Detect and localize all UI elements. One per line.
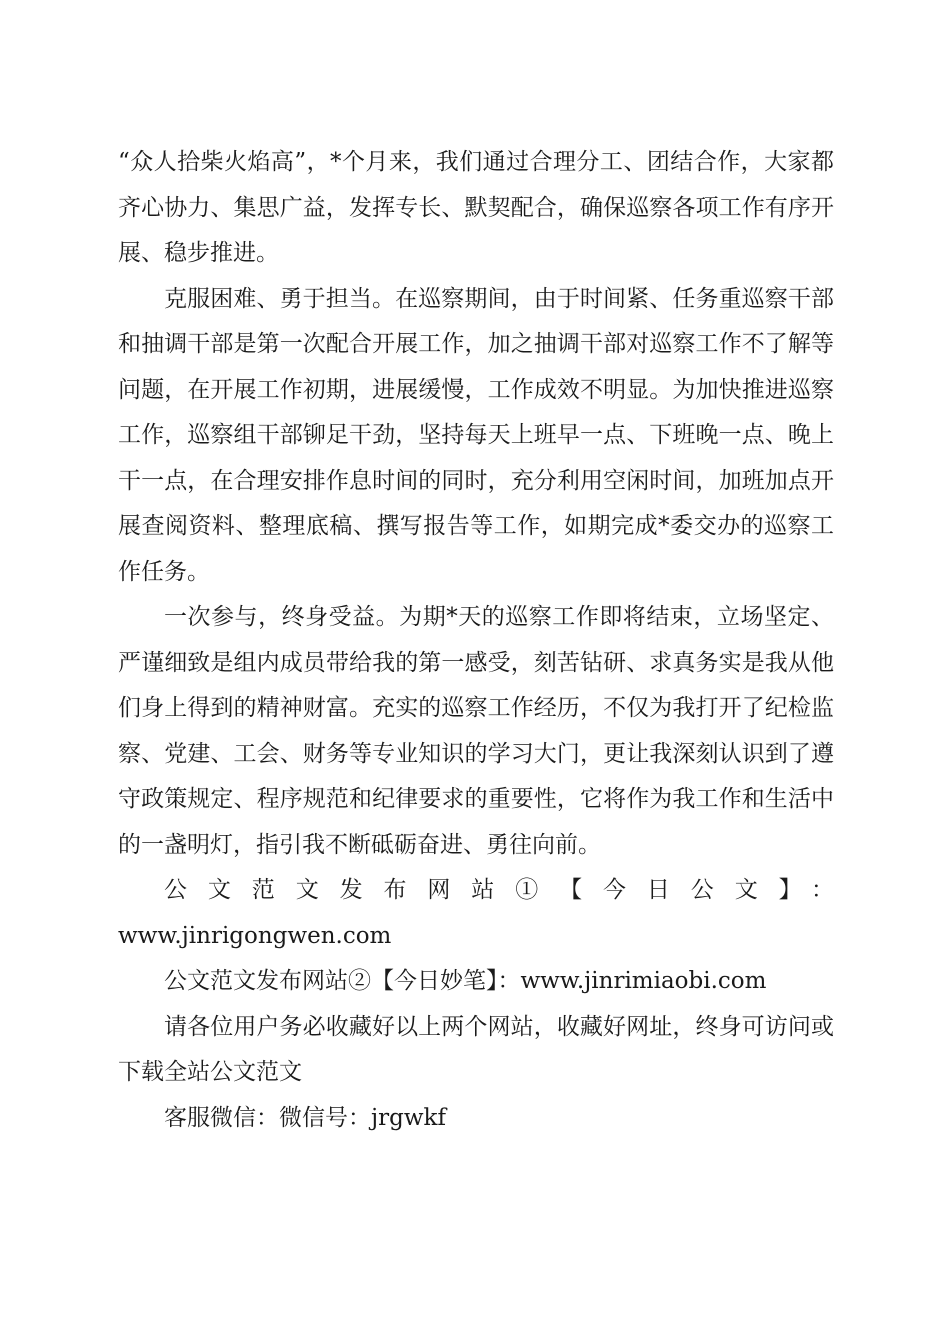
footer-wechat: 客服微信：微信号：jrgwkf (164, 1104, 446, 1131)
footer-site1 (118, 868, 834, 959)
footer-notice: 请各位用户务必收藏好以上两个网站，收藏好网址，终身可访问或下载全站公文范文 (118, 1013, 834, 1085)
footer-site1-url[interactable]: www.jinrigongwen.com (118, 922, 392, 949)
paragraph-3: 一次参与，终身受益。为期*天的巡察工作即将结束，立场坚定、严谨细致是组内成员带给我的第一感受，刻苦钻研、求真务实是我从他们身上得到的精神财富。充实的巡察工作经历，不仅为我打开了纪检监察、党建、工会、财务等专业知识的学习大门，更让我深刻认识到了遵守政策规定、程序规范和纪律要求的重要性，它将作为我工作和生活中的一盏明灯，指引我不断砥砺奋进、勇往向前。 (118, 604, 834, 858)
document-page (118, 140, 834, 1141)
paragraph-2: 克服困难、勇于担当。在巡察期间，由于时间紧、任务重巡察干部和抽调干部是第一次配合开展工作，加之抽调干部对巡察工作不了解等问题，在开展工作初期，进展缓慢，工作成效不明显。为加快推进巡察工作，巡察组干部铆足干劲，坚持每天上班早一点、下班晚一点、晚上干一点，在合理安排作息时间的同时，充分利用空闲时间，加班加点开展查阅资料、整理底稿、撰写报告等工作，如期完成*委交办的巡察工作任务。 (118, 285, 834, 585)
paragraph-1: “众人拾柴火焰高”，*个月来，我们通过合理分工、团结合作，大家都齐心协力、集思广益，发挥专长、默契配合，确保巡察各项工作有序开展、稳步推进。 (118, 149, 834, 266)
footer-site1-label: 公文范文发布网站①【今日公文】： (164, 877, 834, 903)
footer-site2[interactable]: 公文范文发布网站②【今日妙笔】：www.jinrimiaobi.com (164, 968, 767, 994)
